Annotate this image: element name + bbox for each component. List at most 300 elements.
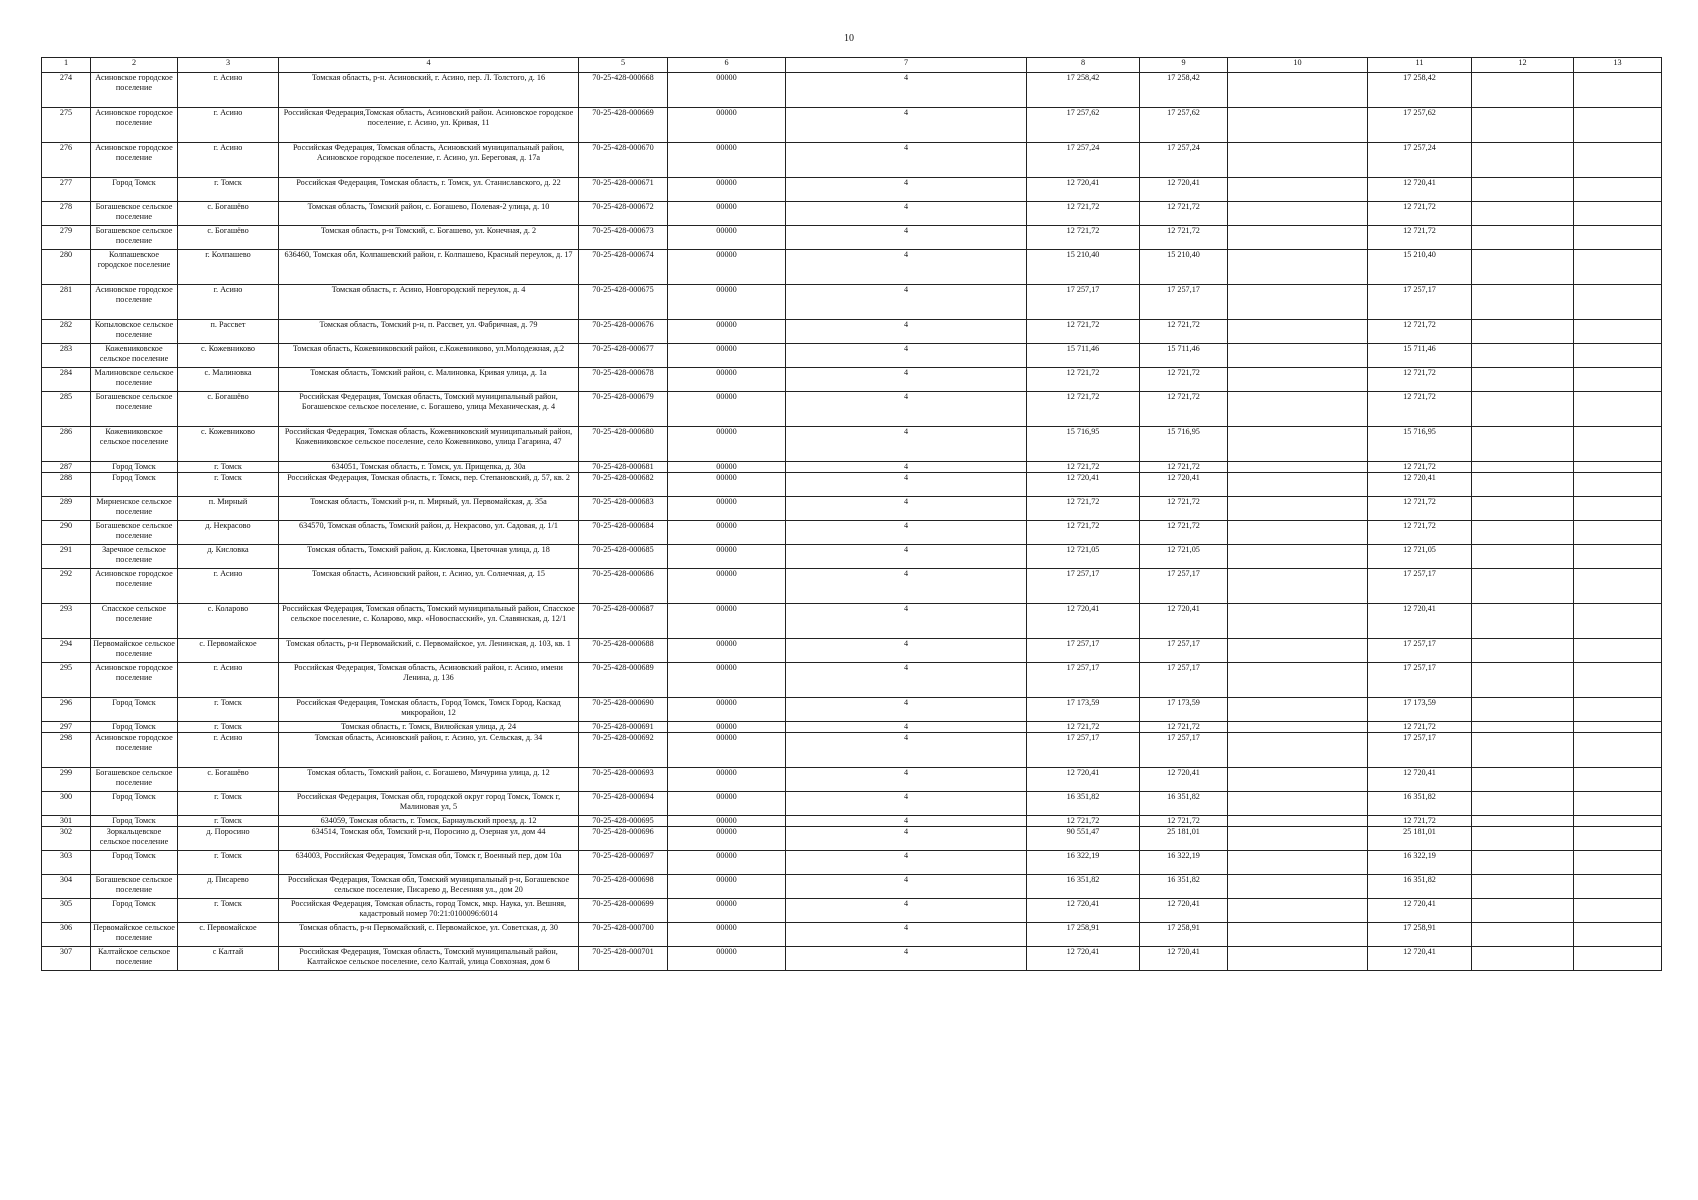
category-cell: 4 xyxy=(786,604,1027,639)
value-col-10-cell xyxy=(1228,722,1368,733)
value-col-13-cell xyxy=(1574,604,1662,639)
table-row xyxy=(42,285,1662,320)
category-cell: 4 xyxy=(786,143,1027,178)
value-col-12-cell xyxy=(1472,947,1574,971)
code-cell: 00000 xyxy=(668,202,786,226)
row-number-cell: 294 xyxy=(42,639,91,663)
value-col-11-cell: 12 720,41 xyxy=(1368,768,1472,792)
value-col-11-cell: 17 257,17 xyxy=(1368,285,1472,320)
column-header: 13 xyxy=(1574,58,1662,73)
value-col-8-cell: 12 721,05 xyxy=(1027,545,1140,569)
row-number-cell: 281 xyxy=(42,285,91,320)
value-col-9-cell: 12 721,72 xyxy=(1140,392,1228,427)
address-cell: Томская область, г. Асино, Новгородский переулок, д. 4 xyxy=(279,285,579,320)
table-row xyxy=(42,663,1662,698)
value-col-9-cell: 12 721,72 xyxy=(1140,202,1228,226)
municipality-cell: Малиновское сельское поселение xyxy=(91,368,178,392)
locality-cell: с. Малиновка xyxy=(178,368,279,392)
table-row xyxy=(42,497,1662,521)
table-row xyxy=(42,427,1662,462)
value-col-9-cell: 12 721,72 xyxy=(1140,722,1228,733)
locality-cell: с. Первомайское xyxy=(178,923,279,947)
row-number-cell: 284 xyxy=(42,368,91,392)
row-number-cell: 293 xyxy=(42,604,91,639)
locality-cell: г. Асино xyxy=(178,108,279,143)
address-cell: Томская область, г. Томск, Вилюйская улица, д. 24 xyxy=(279,722,579,733)
category-cell: 4 xyxy=(786,202,1027,226)
row-number-cell: 304 xyxy=(42,875,91,899)
row-number-cell: 287 xyxy=(42,462,91,473)
value-col-10-cell xyxy=(1228,698,1368,722)
value-col-10-cell xyxy=(1228,899,1368,923)
oktmo-code-cell: 70-25-428-000678 xyxy=(579,368,668,392)
address-cell: Томская область, Кожевниковский район, с.Кожевниково, ул.Молодежная, д.2 xyxy=(279,344,579,368)
table-row xyxy=(42,768,1662,792)
row-number-cell: 301 xyxy=(42,816,91,827)
value-col-8-cell: 12 721,72 xyxy=(1027,226,1140,250)
value-col-11-cell: 12 721,72 xyxy=(1368,462,1472,473)
value-col-13-cell xyxy=(1574,497,1662,521)
value-col-11-cell: 25 181,01 xyxy=(1368,827,1472,851)
municipality-cell: Богашевское сельское поселение xyxy=(91,875,178,899)
value-col-12-cell xyxy=(1472,73,1574,108)
locality-cell: с Калтай xyxy=(178,947,279,971)
municipality-cell: Асиновское городское поселение xyxy=(91,663,178,698)
value-col-9-cell: 12 721,72 xyxy=(1140,462,1228,473)
value-col-13-cell xyxy=(1574,899,1662,923)
value-col-11-cell: 12 720,41 xyxy=(1368,473,1472,497)
address-cell: Томская область, р-н Первомайский, с. Первомайское, ул. Советская, д. 30 xyxy=(279,923,579,947)
value-col-9-cell: 16 351,82 xyxy=(1140,875,1228,899)
value-col-13-cell xyxy=(1574,143,1662,178)
municipality-cell: Калтайское сельское поселение xyxy=(91,947,178,971)
oktmo-code-cell: 70-25-428-000686 xyxy=(579,569,668,604)
locality-cell: г. Асино xyxy=(178,73,279,108)
value-col-8-cell: 12 720,41 xyxy=(1027,768,1140,792)
code-cell: 00000 xyxy=(668,250,786,285)
category-cell: 4 xyxy=(786,473,1027,497)
locality-cell: г. Асино xyxy=(178,569,279,604)
column-header: 2 xyxy=(91,58,178,73)
value-col-10-cell xyxy=(1228,851,1368,875)
value-col-9-cell: 17 257,17 xyxy=(1140,639,1228,663)
value-col-10-cell xyxy=(1228,368,1368,392)
table-row xyxy=(42,851,1662,875)
code-cell: 00000 xyxy=(668,947,786,971)
value-col-12-cell xyxy=(1472,250,1574,285)
table-row xyxy=(42,250,1662,285)
row-number-cell: 277 xyxy=(42,178,91,202)
value-col-11-cell: 12 721,72 xyxy=(1368,722,1472,733)
oktmo-code-cell: 70-25-428-000691 xyxy=(579,722,668,733)
table-row xyxy=(42,792,1662,816)
value-col-11-cell: 12 721,72 xyxy=(1368,392,1472,427)
registry-table xyxy=(41,57,1662,971)
address-cell: Российская Федерация, Томская область, Город Томск, Томск Город, Каскад микрорайон, 12 xyxy=(279,698,579,722)
municipality-cell: Заречное сельское поселение xyxy=(91,545,178,569)
value-col-9-cell: 17 257,17 xyxy=(1140,285,1228,320)
category-cell: 4 xyxy=(786,816,1027,827)
value-col-13-cell xyxy=(1574,344,1662,368)
value-col-10-cell xyxy=(1228,285,1368,320)
oktmo-code-cell: 70-25-428-000674 xyxy=(579,250,668,285)
code-cell: 00000 xyxy=(668,392,786,427)
code-cell: 00000 xyxy=(668,698,786,722)
value-col-13-cell xyxy=(1574,545,1662,569)
value-col-9-cell: 17 257,62 xyxy=(1140,108,1228,143)
column-header: 6 xyxy=(668,58,786,73)
oktmo-code-cell: 70-25-428-000684 xyxy=(579,521,668,545)
category-cell: 4 xyxy=(786,733,1027,768)
value-col-10-cell xyxy=(1228,923,1368,947)
locality-cell: г. Асино xyxy=(178,143,279,178)
row-number-cell: 285 xyxy=(42,392,91,427)
value-col-13-cell xyxy=(1574,851,1662,875)
table-row xyxy=(42,639,1662,663)
value-col-9-cell: 17 258,91 xyxy=(1140,923,1228,947)
page-number: 10 xyxy=(844,33,854,44)
address-cell: 636460, Томская обл, Колпашевский район, г. Колпашево, Красный переулок, д. 17 xyxy=(279,250,579,285)
value-col-11-cell: 12 721,72 xyxy=(1368,320,1472,344)
row-number-cell: 276 xyxy=(42,143,91,178)
value-col-12-cell xyxy=(1472,923,1574,947)
value-col-12-cell xyxy=(1472,497,1574,521)
value-col-8-cell: 12 720,41 xyxy=(1027,899,1140,923)
value-col-9-cell: 25 181,01 xyxy=(1140,827,1228,851)
oktmo-code-cell: 70-25-428-000696 xyxy=(579,827,668,851)
oktmo-code-cell: 70-25-428-000689 xyxy=(579,663,668,698)
municipality-cell: Город Томск xyxy=(91,792,178,816)
address-cell: 634003, Российская Федерация, Томская обл, Томск г, Военный пер, дом 10а xyxy=(279,851,579,875)
oktmo-code-cell: 70-25-428-000690 xyxy=(579,698,668,722)
value-col-8-cell: 16 351,82 xyxy=(1027,875,1140,899)
code-cell: 00000 xyxy=(668,545,786,569)
oktmo-code-cell: 70-25-428-000673 xyxy=(579,226,668,250)
value-col-9-cell: 12 721,72 xyxy=(1140,226,1228,250)
locality-cell: с. Первомайское xyxy=(178,639,279,663)
value-col-12-cell xyxy=(1472,639,1574,663)
value-col-11-cell: 17 257,17 xyxy=(1368,663,1472,698)
code-cell: 00000 xyxy=(668,108,786,143)
address-cell: 634059, Томская область, г. Томск, Барнаульский проезд, д. 12 xyxy=(279,816,579,827)
value-col-11-cell: 16 322,19 xyxy=(1368,851,1472,875)
oktmo-code-cell: 70-25-428-000675 xyxy=(579,285,668,320)
oktmo-code-cell: 70-25-428-000699 xyxy=(579,899,668,923)
value-col-10-cell xyxy=(1228,947,1368,971)
table-row xyxy=(42,604,1662,639)
value-col-12-cell xyxy=(1472,816,1574,827)
municipality-cell: Спасское сельское поселение xyxy=(91,604,178,639)
locality-cell: г. Томск xyxy=(178,899,279,923)
value-col-13-cell xyxy=(1574,875,1662,899)
category-cell: 4 xyxy=(786,427,1027,462)
value-col-11-cell: 17 257,62 xyxy=(1368,108,1472,143)
address-cell: Томская область, Томский район, д. Кисловка, Цветочная улица, д. 18 xyxy=(279,545,579,569)
category-cell: 4 xyxy=(786,545,1027,569)
value-col-12-cell xyxy=(1472,427,1574,462)
row-number-cell: 283 xyxy=(42,344,91,368)
code-cell: 00000 xyxy=(668,875,786,899)
category-cell: 4 xyxy=(786,899,1027,923)
value-col-9-cell: 12 720,41 xyxy=(1140,604,1228,639)
table-row xyxy=(42,698,1662,722)
code-cell: 00000 xyxy=(668,899,786,923)
address-cell: Российская Федерация, Томская область, Асиновский муниципальный район, Асиновское городское поселение, г. Асино, ул. Береговая, д. 17а xyxy=(279,143,579,178)
locality-cell: с. Коларово xyxy=(178,604,279,639)
oktmo-code-cell: 70-25-428-000672 xyxy=(579,202,668,226)
code-cell: 00000 xyxy=(668,473,786,497)
code-cell: 00000 xyxy=(668,462,786,473)
row-number-cell: 296 xyxy=(42,698,91,722)
row-number-cell: 303 xyxy=(42,851,91,875)
value-col-8-cell: 17 257,17 xyxy=(1027,663,1140,698)
value-col-13-cell xyxy=(1574,285,1662,320)
oktmo-code-cell: 70-25-428-000697 xyxy=(579,851,668,875)
value-col-8-cell: 12 720,41 xyxy=(1027,473,1140,497)
value-col-12-cell xyxy=(1472,462,1574,473)
code-cell: 00000 xyxy=(668,320,786,344)
row-number-cell: 306 xyxy=(42,923,91,947)
value-col-10-cell xyxy=(1228,344,1368,368)
row-number-cell: 282 xyxy=(42,320,91,344)
oktmo-code-cell: 70-25-428-000687 xyxy=(579,604,668,639)
municipality-cell: Асиновское городское поселение xyxy=(91,733,178,768)
value-col-10-cell xyxy=(1228,202,1368,226)
value-col-12-cell xyxy=(1472,320,1574,344)
table-row xyxy=(42,73,1662,108)
category-cell: 4 xyxy=(786,285,1027,320)
value-col-13-cell xyxy=(1574,73,1662,108)
value-col-9-cell: 12 720,41 xyxy=(1140,473,1228,497)
category-cell: 4 xyxy=(786,320,1027,344)
row-number-cell: 291 xyxy=(42,545,91,569)
address-cell: Томская область, Томский район, с. Малиновка, Кривая улица, д. 1а xyxy=(279,368,579,392)
address-cell: Российская Федерация, Томская область, Томский муниципальный район, Калтайское сельское поселение, село Калтай, улица Совхозная, дом 6 xyxy=(279,947,579,971)
value-col-8-cell: 17 257,17 xyxy=(1027,569,1140,604)
value-col-8-cell: 17 173,59 xyxy=(1027,698,1140,722)
value-col-13-cell xyxy=(1574,816,1662,827)
value-col-8-cell: 90 551,47 xyxy=(1027,827,1140,851)
municipality-cell: Богашевское сельское поселение xyxy=(91,226,178,250)
column-header: 3 xyxy=(178,58,279,73)
oktmo-code-cell: 70-25-428-000693 xyxy=(579,768,668,792)
oktmo-code-cell: 70-25-428-000681 xyxy=(579,462,668,473)
municipality-cell: Колпашевское городское поселение xyxy=(91,250,178,285)
table-row xyxy=(42,473,1662,497)
column-header: 9 xyxy=(1140,58,1228,73)
locality-cell: г. Томск xyxy=(178,462,279,473)
address-cell: 634051, Томская область, г. Томск, ул. Прищепка, д. 30а xyxy=(279,462,579,473)
value-col-8-cell: 17 257,17 xyxy=(1027,639,1140,663)
value-col-10-cell xyxy=(1228,604,1368,639)
category-cell: 4 xyxy=(786,698,1027,722)
value-col-9-cell: 12 720,41 xyxy=(1140,899,1228,923)
category-cell: 4 xyxy=(786,178,1027,202)
table-row xyxy=(42,143,1662,178)
value-col-9-cell: 17 173,59 xyxy=(1140,698,1228,722)
municipality-cell: Мирненское сельское поселение xyxy=(91,497,178,521)
value-col-8-cell: 17 258,42 xyxy=(1027,73,1140,108)
address-cell: Томская область, р-н Первомайский, с. Первомайское, ул. Ленинская, д. 103, кв. 1 xyxy=(279,639,579,663)
value-col-12-cell xyxy=(1472,344,1574,368)
row-number-cell: 288 xyxy=(42,473,91,497)
address-cell: Российская Федерация, Томская обл, Томский муниципальный р-н, Богашевское сельское поселение, Писарево д, Весенняя ул., дом 20 xyxy=(279,875,579,899)
value-col-13-cell xyxy=(1574,733,1662,768)
address-cell: Томская область, Томский р-н, п. Мирный, ул. Первомайская, д. 35а xyxy=(279,497,579,521)
category-cell: 4 xyxy=(786,768,1027,792)
locality-cell: г. Томск xyxy=(178,178,279,202)
value-col-13-cell xyxy=(1574,698,1662,722)
value-col-13-cell xyxy=(1574,947,1662,971)
value-col-11-cell: 12 721,72 xyxy=(1368,226,1472,250)
category-cell: 4 xyxy=(786,947,1027,971)
municipality-cell: Асиновское городское поселение xyxy=(91,285,178,320)
value-col-12-cell xyxy=(1472,473,1574,497)
municipality-cell: Богашевское сельское поселение xyxy=(91,521,178,545)
value-col-10-cell xyxy=(1228,827,1368,851)
value-col-12-cell xyxy=(1472,285,1574,320)
row-number-cell: 274 xyxy=(42,73,91,108)
value-col-10-cell xyxy=(1228,875,1368,899)
value-col-13-cell xyxy=(1574,250,1662,285)
address-cell: 634514, Томская обл, Томский р-н, Поросино д, Озерная ул, дом 44 xyxy=(279,827,579,851)
row-number-cell: 302 xyxy=(42,827,91,851)
value-col-12-cell xyxy=(1472,875,1574,899)
municipality-cell: Первомайское сельское поселение xyxy=(91,923,178,947)
table-row xyxy=(42,202,1662,226)
oktmo-code-cell: 70-25-428-000685 xyxy=(579,545,668,569)
value-col-13-cell xyxy=(1574,392,1662,427)
oktmo-code-cell: 70-25-428-000688 xyxy=(579,639,668,663)
value-col-13-cell xyxy=(1574,320,1662,344)
row-number-cell: 280 xyxy=(42,250,91,285)
locality-cell: г. Томск xyxy=(178,473,279,497)
value-col-10-cell xyxy=(1228,108,1368,143)
value-col-11-cell: 17 258,42 xyxy=(1368,73,1472,108)
row-number-cell: 297 xyxy=(42,722,91,733)
value-col-11-cell: 12 720,41 xyxy=(1368,178,1472,202)
value-col-13-cell xyxy=(1574,108,1662,143)
locality-cell: г. Томск xyxy=(178,722,279,733)
column-header: 7 xyxy=(786,58,1027,73)
value-col-10-cell xyxy=(1228,250,1368,285)
value-col-13-cell xyxy=(1574,768,1662,792)
value-col-11-cell: 12 721,05 xyxy=(1368,545,1472,569)
row-number-cell: 298 xyxy=(42,733,91,768)
value-col-9-cell: 12 720,41 xyxy=(1140,178,1228,202)
municipality-cell: Город Томск xyxy=(91,899,178,923)
row-number-cell: 278 xyxy=(42,202,91,226)
row-number-cell: 300 xyxy=(42,792,91,816)
value-col-11-cell: 12 721,72 xyxy=(1368,521,1472,545)
municipality-cell: Город Томск xyxy=(91,851,178,875)
locality-cell: г. Томск xyxy=(178,816,279,827)
value-col-11-cell: 12 720,41 xyxy=(1368,604,1472,639)
municipality-cell: Копыловское сельское поселение xyxy=(91,320,178,344)
value-col-11-cell: 15 716,95 xyxy=(1368,427,1472,462)
value-col-10-cell xyxy=(1228,178,1368,202)
category-cell: 4 xyxy=(786,875,1027,899)
locality-cell: г. Асино xyxy=(178,733,279,768)
value-col-12-cell xyxy=(1472,698,1574,722)
value-col-10-cell xyxy=(1228,792,1368,816)
value-col-9-cell: 12 721,05 xyxy=(1140,545,1228,569)
address-cell: Российская Федерация, Томская обл, городской округ город Томск, Томск г, Малиновая ул, 5 xyxy=(279,792,579,816)
column-header: 8 xyxy=(1027,58,1140,73)
address-cell: Российская Федерация, Томская область, Асиновский район, г. Асино, имени Ленина, д. 136 xyxy=(279,663,579,698)
column-header: 4 xyxy=(279,58,579,73)
value-col-12-cell xyxy=(1472,143,1574,178)
value-col-10-cell xyxy=(1228,143,1368,178)
municipality-cell: Город Томск xyxy=(91,178,178,202)
value-col-12-cell xyxy=(1472,108,1574,143)
value-col-13-cell xyxy=(1574,202,1662,226)
value-col-10-cell xyxy=(1228,427,1368,462)
value-col-8-cell: 12 721,72 xyxy=(1027,497,1140,521)
value-col-12-cell xyxy=(1472,368,1574,392)
oktmo-code-cell: 70-25-428-000701 xyxy=(579,947,668,971)
value-col-11-cell: 17 257,17 xyxy=(1368,733,1472,768)
value-col-10-cell xyxy=(1228,521,1368,545)
value-col-11-cell: 12 720,41 xyxy=(1368,899,1472,923)
value-col-9-cell: 15 716,95 xyxy=(1140,427,1228,462)
locality-cell: г. Томск xyxy=(178,698,279,722)
value-col-9-cell: 16 322,19 xyxy=(1140,851,1228,875)
code-cell: 00000 xyxy=(668,851,786,875)
value-col-9-cell: 17 257,17 xyxy=(1140,569,1228,604)
address-cell: Российская Федерация, Томская область, Кожевниковский муниципальный район, Кожевниковское сельское поселение, село Кожевниково, улица Гагарина, 47 xyxy=(279,427,579,462)
oktmo-code-cell: 70-25-428-000670 xyxy=(579,143,668,178)
value-col-9-cell: 12 721,72 xyxy=(1140,497,1228,521)
value-col-9-cell: 12 720,41 xyxy=(1140,768,1228,792)
category-cell: 4 xyxy=(786,851,1027,875)
municipality-cell: Асиновское городское поселение xyxy=(91,108,178,143)
value-col-8-cell: 17 257,24 xyxy=(1027,143,1140,178)
value-col-8-cell: 12 720,41 xyxy=(1027,604,1140,639)
locality-cell: д. Кисловка xyxy=(178,545,279,569)
value-col-9-cell: 12 721,72 xyxy=(1140,816,1228,827)
value-col-13-cell xyxy=(1574,827,1662,851)
value-col-9-cell: 17 257,17 xyxy=(1140,663,1228,698)
value-col-9-cell: 17 258,42 xyxy=(1140,73,1228,108)
value-col-9-cell: 17 257,17 xyxy=(1140,733,1228,768)
code-cell: 00000 xyxy=(668,368,786,392)
municipality-cell: Асиновское городское поселение xyxy=(91,143,178,178)
value-col-12-cell xyxy=(1472,569,1574,604)
value-col-10-cell xyxy=(1228,569,1368,604)
table-row xyxy=(42,320,1662,344)
locality-cell: с. Богашёво xyxy=(178,226,279,250)
code-cell: 00000 xyxy=(668,285,786,320)
table-row xyxy=(42,392,1662,427)
category-cell: 4 xyxy=(786,639,1027,663)
value-col-9-cell: 12 721,72 xyxy=(1140,521,1228,545)
locality-cell: г. Асино xyxy=(178,663,279,698)
value-col-10-cell xyxy=(1228,226,1368,250)
locality-cell: д. Поросино xyxy=(178,827,279,851)
value-col-8-cell: 12 721,72 xyxy=(1027,392,1140,427)
code-cell: 00000 xyxy=(668,768,786,792)
row-number-cell: 290 xyxy=(42,521,91,545)
locality-cell: д. Некрасово xyxy=(178,521,279,545)
value-col-12-cell xyxy=(1472,792,1574,816)
municipality-cell: Город Томск xyxy=(91,462,178,473)
column-header: 12 xyxy=(1472,58,1574,73)
oktmo-code-cell: 70-25-428-000677 xyxy=(579,344,668,368)
value-col-11-cell: 12 721,72 xyxy=(1368,816,1472,827)
table-row xyxy=(42,462,1662,473)
oktmo-code-cell: 70-25-428-000676 xyxy=(579,320,668,344)
